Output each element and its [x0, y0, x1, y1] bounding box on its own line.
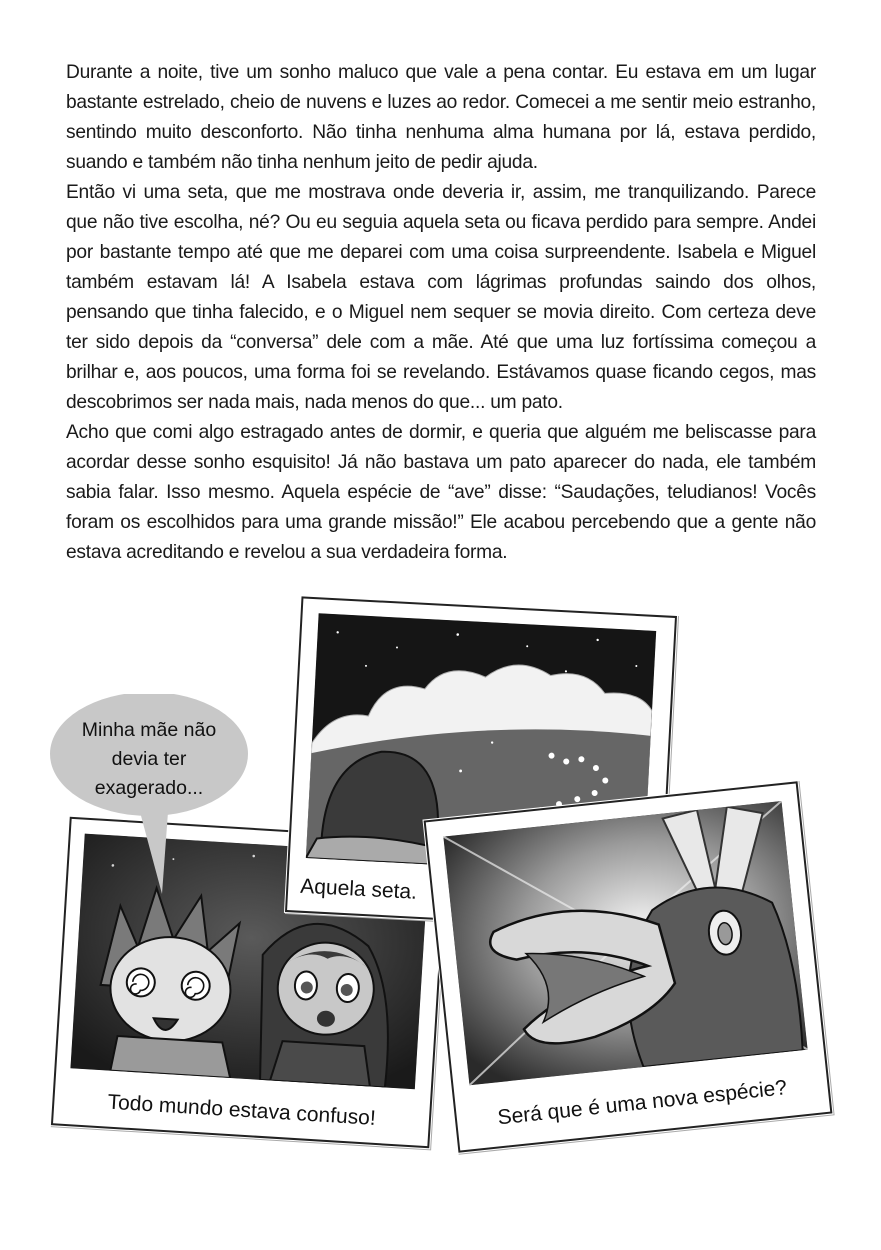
story-paragraph: Então vi uma seta, que me mostrava onde deveria ir, assim, me tranquilizando. Parece que não tive escolha, né? Ou eu seguia aquela seta ou ficava perdido para sempre. Andei por bastante tempo até que me deparei com uma coisa surpreendente. Isabela e Miguel também estavam lá! A Isabela estava com lágrimas profundas saindo dos olhos, pensando que tinha falecido, e o Miguel nem sequer se movia direito. Com certeza deve ter sido depois da “conversa” dele com a mãe. Até que uma luz fortíssima começou a brilhar e, aos poucos, uma forma foi se revelando. Estávamos quase ficando cegos, mas descobrimos ser nada mais, nada menos do que... um pato. — [66, 182, 816, 413]
story-paragraph: Acho que comi algo estragado antes de dormir, e queria que alguém me beliscasse para acordar desse sonho esquisito! Já não bastava um pato aparecer do nada, ele também sabia falar. Isso mesmo. Aquela espécie de “ave” disse: “Saudações, teludianos! Vocês foram os escolhidos para uma grande missão!” Ele acabou percebendo que a gente não estava acreditando e revelou a sua verdadeira forma. — [66, 422, 816, 563]
bubble-line: Minha mãe não — [81, 719, 217, 741]
caption-characters: Todo mundo estava confuso! — [106, 1090, 377, 1130]
story-text — [66, 58, 816, 568]
photo-duck — [424, 781, 833, 1152]
speech-bubble-text — [50, 716, 248, 803]
duck-illustration — [443, 801, 807, 1085]
bubble-line: exagerado... — [94, 777, 204, 799]
story-paragraph: Durante a noite, tive um sonho maluco que vale a pena contar. Eu estava em um lugar bastante estrelado, cheio de nuvens e luzes ao redor. Comecei a me sentir meio estranho, sentindo muito desconforto. Não tinha nenhuma alma humana por lá, estava perdido, suando e também não tinha nenhum jeito de pedir ajuda. — [66, 62, 816, 173]
speech-bubble — [50, 694, 248, 822]
caption-arrow: Aquela seta. — [299, 874, 418, 904]
caption-duck: Será que é uma nova espécie? — [496, 1076, 789, 1130]
bubble-line: devia ter — [111, 748, 187, 770]
